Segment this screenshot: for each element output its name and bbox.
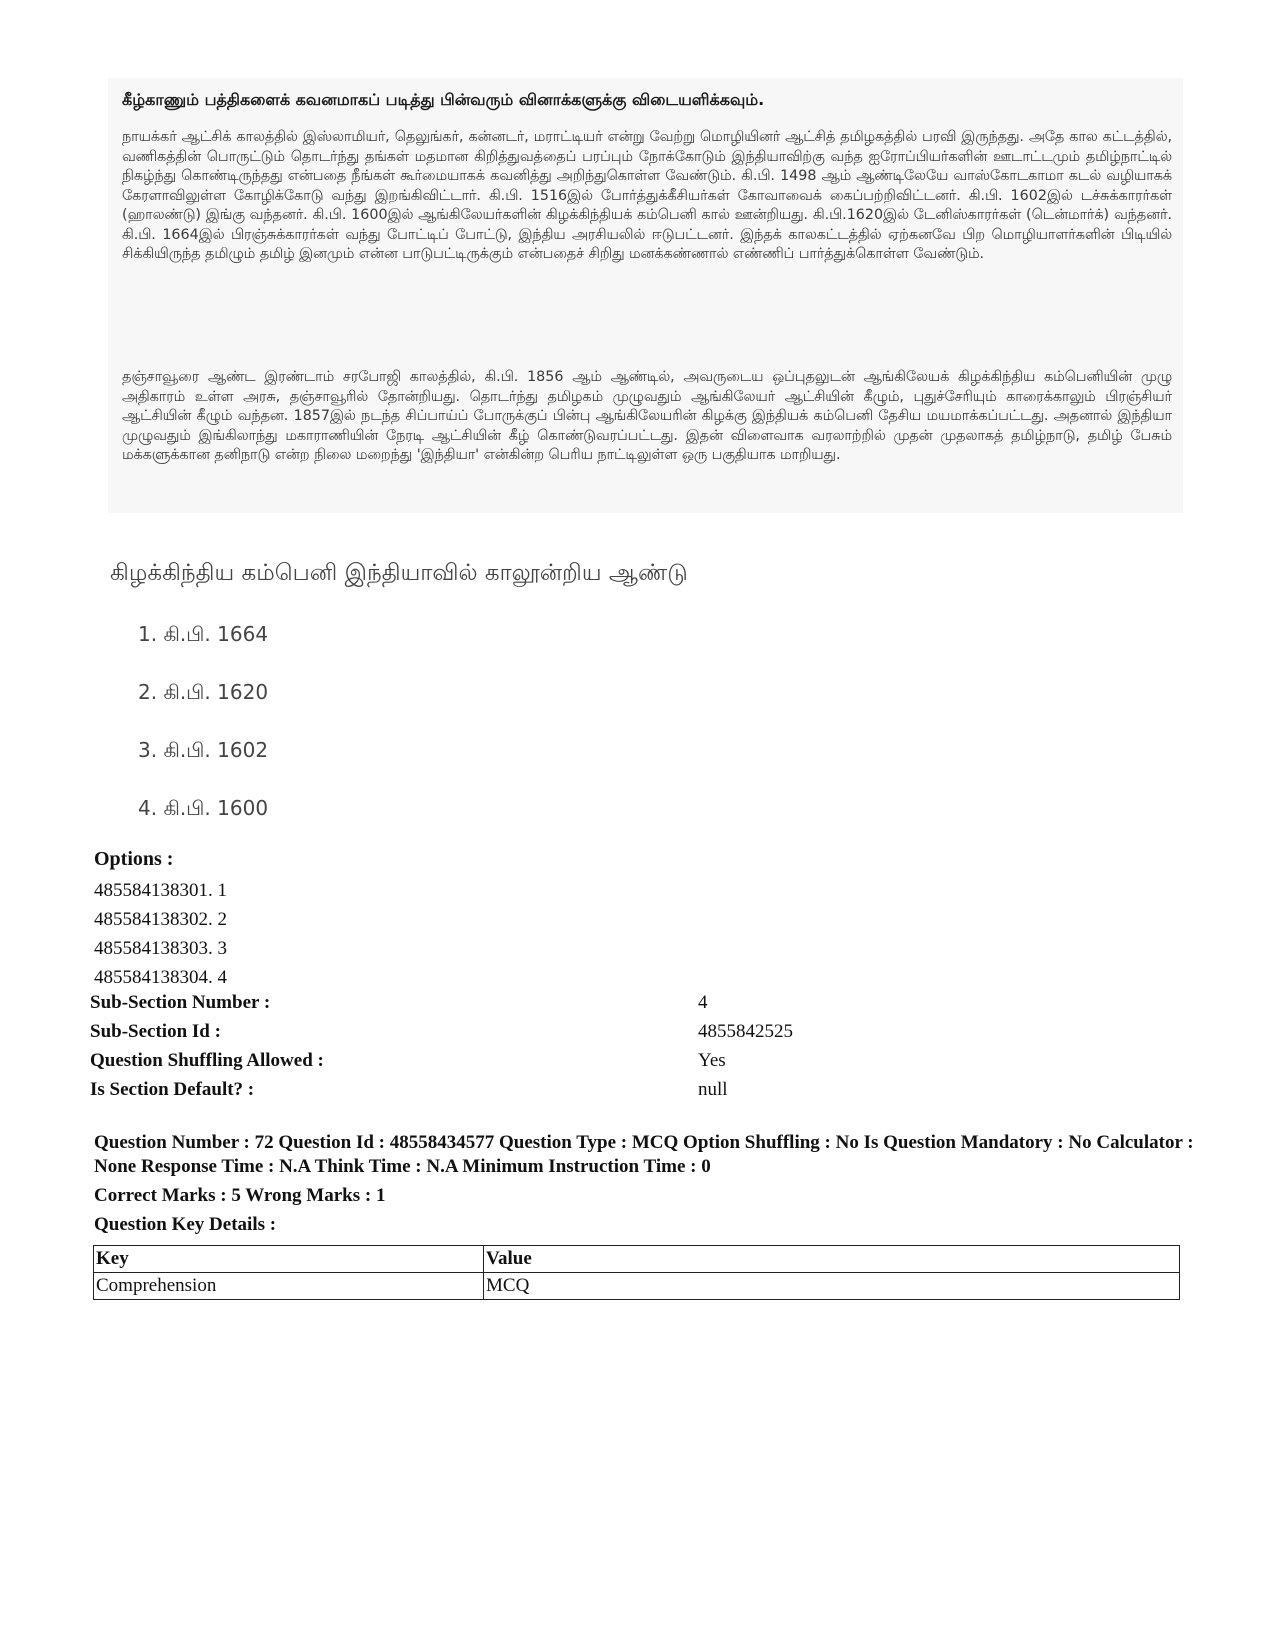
passage-paragraph-1: நாயக்கர் ஆட்சிக் காலத்தில் இஸ்லாமியர், தெலுங்கர், கன்னடர், மராட்டியர் என்று வேற்று மொழியினர் ஆட்சித் தமிழகத்தில் பரவி இருந்தது. அதே கால கட்டத்தில், வணிகத்தின் பொருட்டும் தொடர்ந்து தங்கள் மதமான கிறித்துவத்தைப் பரப்பும் நோக்கோடும் இந்தியாவிற்கு வந்த ஐரோப்பியர்களின் ஊடாட்டமும் தமிழ்நாட்டில் நிகழ்ந்து கொண்டிருந்தது என்பதை நீங்கள் கூர்மையாகக் கவனித்து அறிந்துகொள்ள வேண்டும். கி.பி. 1498 ஆம் ஆண்டிலேயே வாஸ்கோடகாமா கடல் வழியாகக் கேரளாவிலுள்ள கோழிக்கோடு வந்து இறங்கிவிட்டார். கி.பி. 1516இல் போர்த்துக்கீசியர்கள் கோவாவைக் கைப்பற்றிவிட்டனர். கி.பி. 1602இல் டச்சுக்காரர்கள் (ஹாலண்டு) இங்கு வந்தனர். கி.பி. 1600இல் ஆங்கிலேயர்களின் கிழக்கிந்தியக் கம்பெனி கால் ஊன்றியது. கி.பி.1620இல் டேனிஸ்காரர்கள் (டென்மார்க்) வந்தனர். கி.பி. 1664இல் பிரஞ்சுக்காரர்கள் வந்து போட்டிப் போட்டு, இந்திய அரசியலில் ஈடுபட்டனர். இந்தக் காலகட்டத்தில் ஏற்கனவே பிற மொழியாளர்களின் பிடியில் சிக்கியிருந்த தமிழும் தமிழ் இனமும் என்ன பாடுபட்டிருக்கும் என்பதைச் சிறிது மனக்கண்ணால் எண்ணிப் பார்த்துக்கொள்ள வேண்டும். xyxy=(122,129,1172,262)
option-item: 485584138304. 4 xyxy=(94,967,227,988)
meta-row-question-shuffling xyxy=(90,1046,990,1075)
question-marks: Correct Marks : 5 Wrong Marks : 1 xyxy=(94,1185,386,1206)
choice-item: 3. கி.பி. 1602 xyxy=(138,738,269,762)
subsection-meta xyxy=(90,988,990,1104)
question-key-table xyxy=(93,1245,1180,1300)
table-cell: Comprehension xyxy=(94,1273,484,1300)
option-item: 485584138301. 1 xyxy=(94,880,227,901)
option-list xyxy=(94,876,227,992)
passage-image xyxy=(108,78,1183,513)
choice-item: 1. கி.பி. 1664 xyxy=(138,622,269,646)
options-label: Options : xyxy=(94,848,174,870)
meta-label: Is Section Default? : xyxy=(90,1079,255,1100)
choice-list xyxy=(138,620,268,852)
meta-value: Yes xyxy=(698,1050,726,1071)
meta-value: 4 xyxy=(698,992,708,1013)
question-text: கிழக்கிந்திய கம்பெனி இந்தியாவில் காலூன்றிய ஆண்டு xyxy=(110,560,688,586)
meta-label: Sub-Section Number : xyxy=(90,992,271,1013)
passage-paragraph-2: தஞ்சாவூரை ஆண்ட இரண்டாம் சரபோஜி காலத்தில், கி.பி. 1856 ஆம் ஆண்டில், அவருடைய ஒப்புதலுடன் ஆங்கிலேயக் கிழக்கிந்திய கம்பெனியின் முழு அதிகாரம் உள்ள அரசு, தஞ்சாவூரில் தோன்றியது. தொடர்ந்து தமிழகம் முழுவதும் ஆங்கிலேயர் ஆட்சியின் கீழும், புதுச்சேரியும் காரைக்காலும் பிரஞ்சியர் ஆட்சியின் கீழும் வந்தன. 1857இல் நடந்த சிப்பாய்ப் போருக்குப் பின்பு ஆங்கிலேயரின் கிழக்கு இந்தியக் கம்பெனி தேசிய மயமாக்கப்பட்டது. அதனால் இந்தியா முழுவதும் இங்கிலாந்து மகாராணியின் நேரடி ஆட்சியின் கீழ் கொண்டுவரப்பட்டது. இதன் விளைவாக வரலாற்றில் முதன் முதலாகத் தமிழ்நாடு, தமிழ் பேசும் மக்களுக்கான தனிநாடு என்ற நிலை மறைந்து 'இந்தியா' என்கின்ற பெரிய நாட்டிலுள்ள ஒரு பகுதியாக மாறியது. xyxy=(122,369,1172,463)
meta-label: Sub-Section Id : xyxy=(90,1021,221,1042)
choice-item: 4. கி.பி. 1600 xyxy=(138,796,269,820)
meta-label: Question Shuffling Allowed : xyxy=(90,1050,324,1071)
question-key-details-label: Question Key Details : xyxy=(94,1214,277,1235)
meta-row-section-default xyxy=(90,1075,990,1104)
table-cell: MCQ xyxy=(484,1273,1180,1300)
meta-value: 4855842525 xyxy=(698,1021,793,1042)
table-header-key: Key xyxy=(94,1246,484,1273)
passage-heading: கீழ்காணும் பத்திகளைக் கவனமாகப் படித்து பின்வரும் வினாக்களுக்கு விடையளிக்கவும். xyxy=(122,90,765,109)
meta-value: null xyxy=(698,1079,728,1100)
option-item: 485584138302. 2 xyxy=(94,909,227,930)
meta-row-subsection-id xyxy=(90,1017,990,1046)
option-item: 485584138303. 3 xyxy=(94,938,227,959)
meta-row-subsection-number xyxy=(90,988,990,1017)
table-header-row xyxy=(94,1246,1180,1273)
table-row xyxy=(94,1273,1180,1300)
table-header-value: Value xyxy=(484,1246,1180,1273)
question-header: Question Number : 72 Question Id : 48558434577 Question Type : MCQ Option Shuffling : No Is Question Mandatory : No Calculator : None Response Time : N.A Think Time : N.A Minimum Instruction Time : 0 xyxy=(94,1132,1194,1177)
choice-item: 2. கி.பி. 1620 xyxy=(138,680,269,704)
